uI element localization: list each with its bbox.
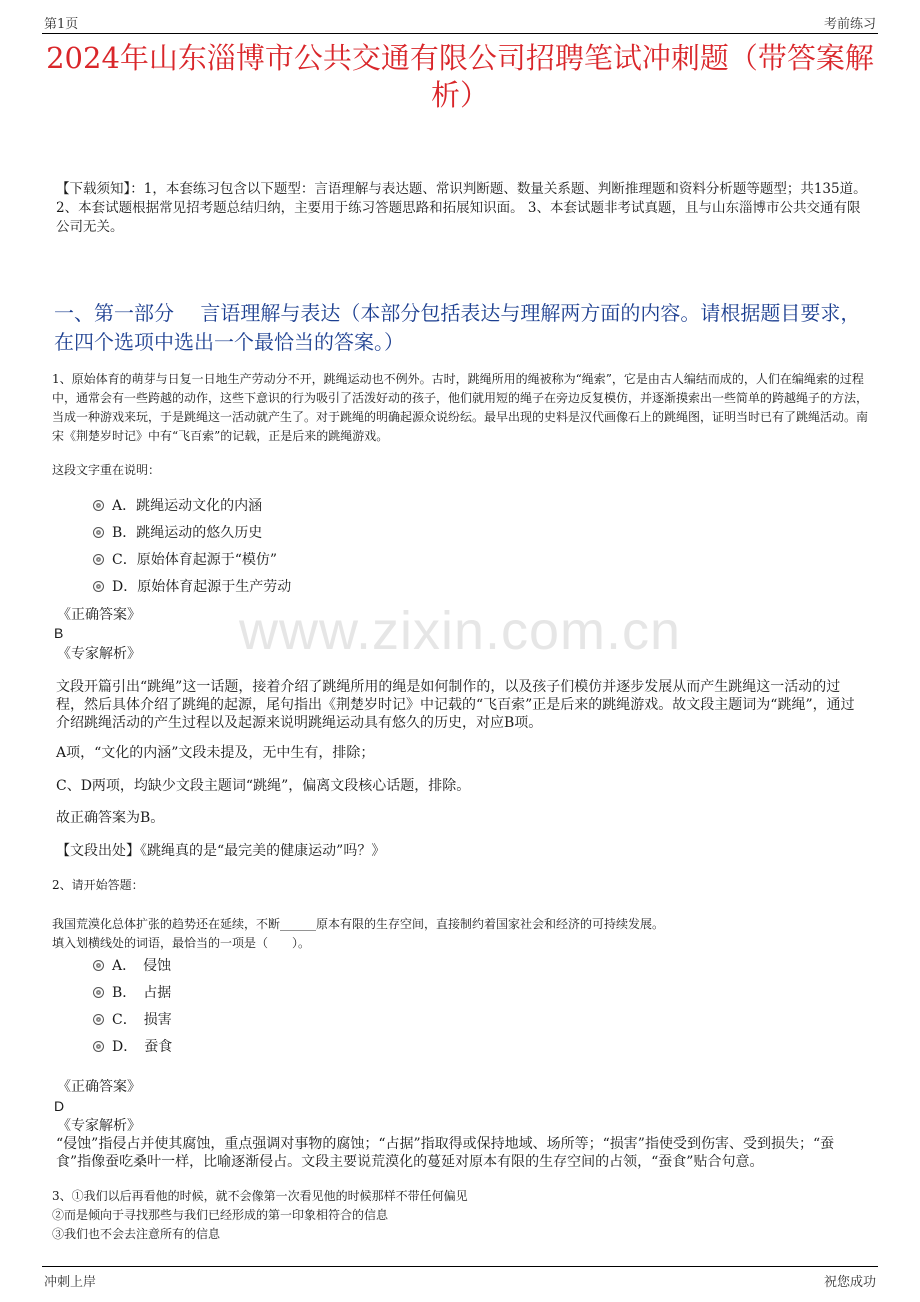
page-title: 2024年山东淄博市公共交通有限公司招聘笔试冲刺题（带答案解析） bbox=[46, 41, 874, 112]
q2-answer-label: 《正确答案》 bbox=[57, 1079, 141, 1095]
q2-answer: D bbox=[54, 1098, 65, 1114]
footer-right-text: 祝您成功 bbox=[823, 1275, 876, 1290]
q1-option-c[interactable]: C．原始体育起源于“模仿” bbox=[93, 550, 277, 570]
q1-analysis-paragraph: 文段开篇引出“跳绳”这一话题，接着介绍了跳绳所用的绳是如何制作的，以及孩子们模仿并逐步发展从而产生跳绳这一活动的过程，然后具体介绍了跳绳的起源，尾句指出《荆楚岁时记》中记载的“飞百索”正是后来的跳绳游戏。故文段主题词为“跳绳”，通过介绍跳绳活动的产生过程以及起源来说明跳绳运动具有悠久的历史，对应B项。 bbox=[56, 679, 855, 731]
radio-icon[interactable] bbox=[93, 554, 104, 565]
watermark: www.zixin.com.cn bbox=[238, 601, 682, 661]
header-rule bbox=[42, 33, 878, 34]
q1-option-b[interactable]: B．跳绳运动的悠久历史 bbox=[93, 523, 262, 543]
download-notice: 【下载须知】：1，本套练习包含以下题型：言语理解与表达题、常识判断题、数量关系题、判断推理题和资料分析题等题型；共135道。 2、本套试题根据常见招考题总结归纳，主要用于练习答题思路和拓展知识面。 3、本套试题非考试真题，且与山东淄博市公共交通有限公司无关。 bbox=[56, 181, 867, 235]
q1-option-d[interactable]: D．原始体育起源于生产劳动 bbox=[93, 577, 291, 597]
footer-left-text: 冲刺上岸 bbox=[44, 1275, 97, 1290]
q1-prompt: 这段文字重在说明： bbox=[52, 463, 161, 477]
radio-icon[interactable] bbox=[93, 527, 104, 538]
q2-label: 2、请开始答题： bbox=[52, 878, 144, 892]
radio-icon[interactable] bbox=[93, 581, 104, 592]
q3-line: ②而是倾向于寻找那些与我们已经形成的第一印象相符合的信息 bbox=[52, 1208, 389, 1222]
section-heading: 一、第一部分 言语理解与表达（本部分包括表达与理解两方面的内容。请根据题目要求，在四个选项中选出一个最恰当的答案。） bbox=[54, 301, 861, 354]
q3-line: ③我们也不会去注意所有的信息 bbox=[52, 1227, 221, 1241]
q3-line: 3、①我们以后再看他的时候，就不会像第一次看见他的时候那样不带任何偏见 bbox=[52, 1189, 468, 1203]
q1-answer: B bbox=[54, 625, 64, 641]
q1-stem: 1、原始体育的萌芽与日复一日地生产劳动分不开，跳绳运动也不例外。古时，跳绳所用的绳被称为“绳索”，它是由古人编结而成的，人们在编绳索的过程中，通常会有一些跨越的动作，这些下意识的行为吸引了活泼好动的孩子，他们就用短的绳子在旁边反复模仿，并逐渐摸索出一些简单的跨越绳子的方法，当成一种游戏来玩，于是跳绳这一活动就产生了。对于跳绳的明确起源众说纷纭。最早出现的史料是汉代画像石上的跳绳图，证明当时已有了跳绳活动。南宋《荆楚岁时记》中有“飞百索”的记载，正是后来的跳绳游戏。 bbox=[52, 372, 869, 443]
q1-analysis-paragraph: C、D两项，均缺少文段主题词“跳绳”，偏离文段核心话题，排除。 bbox=[56, 778, 471, 794]
radio-icon[interactable] bbox=[93, 987, 104, 998]
q1-source: 【文段出处】《跳绳真的是“最完美的健康运动”吗？》 bbox=[56, 843, 386, 859]
q2-option-d[interactable]: D． 蚕食 bbox=[93, 1037, 172, 1057]
q2-analysis: “侵蚀”指侵占并使其腐蚀，重点强调对事物的腐蚀；“占据”指取得或保持地域、场所等；“损害”指使受到伤害、受到损失；“蚕食”指像蚕吃桑叶一样，比喻逐渐侵占。文段主要说荒漠化的蔓延对原本有限的生存空间的占领，“蚕食”贴合句意。 bbox=[56, 1136, 835, 1170]
q2-prompt: 填入划横线处的词语，最恰当的一项是（ ）。 bbox=[52, 936, 311, 950]
radio-icon[interactable] bbox=[93, 1041, 104, 1052]
page-number: 第1页 bbox=[44, 17, 79, 32]
q1-analysis-conclusion: 故正确答案为B。 bbox=[56, 810, 165, 826]
q2-analysis-label: 《专家解析》 bbox=[57, 1118, 141, 1134]
radio-icon[interactable] bbox=[93, 960, 104, 971]
q1-analysis-paragraph: A项，“文化的内涵”文段未提及，无中生有，排除； bbox=[56, 745, 375, 761]
q1-analysis-label: 《专家解析》 bbox=[57, 646, 141, 662]
q1-option-a[interactable]: A．跳绳运动文化的内涵 bbox=[93, 496, 262, 516]
header-right-text: 考前练习 bbox=[823, 17, 876, 32]
q2-stem: 我国荒漠化总体扩张的趋势还在延续，不断______原本有限的生存空间，直接制约着国家社会和经济的可持续发展。 bbox=[52, 917, 665, 931]
q1-answer-label: 《正确答案》 bbox=[57, 607, 141, 623]
q2-option-b[interactable]: B． 占据 bbox=[93, 983, 171, 1003]
q2-option-a[interactable]: A． 侵蚀 bbox=[93, 956, 171, 976]
radio-icon[interactable] bbox=[93, 1014, 104, 1025]
radio-icon[interactable] bbox=[93, 500, 104, 511]
footer-rule bbox=[42, 1266, 878, 1267]
q2-option-c[interactable]: C． 损害 bbox=[93, 1010, 172, 1030]
